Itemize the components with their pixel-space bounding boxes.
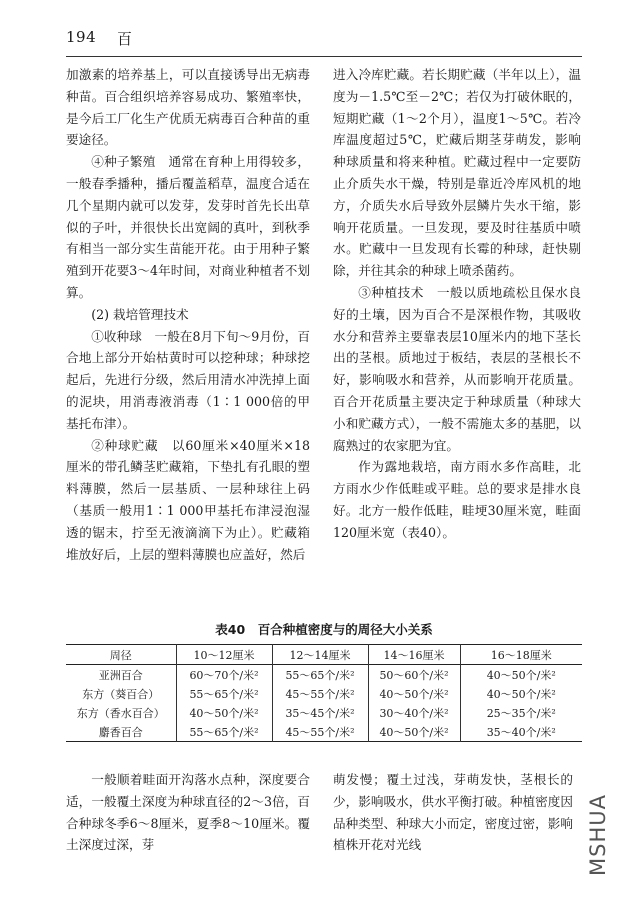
table-cell: 40～50个/米² [368,722,460,742]
table-cell: 55～65个/米² [176,722,272,742]
header-rule [66,56,582,57]
paragraph: 进入冷库贮藏。若长期贮藏（半年以上），温度为－1.5℃至－2℃；若仅为打破休眠的，短期贮藏（1～2个月），温度1～5℃。若冷库温度超过5℃，贮藏后期茎芽萌发，影响种球质量和将来种植。贮藏过程中一定要防止介质失水干燥，特别是靠近冷库风机的地方，介质失水后导致外层鳞片失水干缩，影响开花质量。一旦发现，要及时往基质中喷水。贮藏中一旦发现有长霉的种球，赶快剔除，并往其余的种球上喷杀菌药。 [333,67,581,279]
paragraph: ②种球贮藏 以60厘米×40厘米×18厘米的带孔鳞茎贮藏箱，下垫扎有孔眼的塑料薄膜，然后一层基质、一层种球往上码（基质一般用1∶1 000甲基托布津浸泡湿透的锯末，拧至无液滴滴下为止）。贮藏箱堆放好后，上层的塑料薄膜也应盖好，然后 [66,437,310,562]
table-cell: 东方（香水百合） [76,706,165,720]
paragraph: 作为露地栽培，南方雨水多作高畦，北方雨水少作低畦或平畦。总的要求是排水良好。北方一般作低畦，畦埂30厘米宽，畦面120厘米宽（表40）。 [333,459,581,540]
table-cell: 35～45个/米² [272,703,368,722]
paragraph: ③种植技术 一般以质地疏松且保水良好的土壤，因为百合不是深根作物，其吸收水分和营养主要靠表层10厘米内的地下茎长出的茎根。质地过于板结，表层的茎根长不好，影响吸水和营养，从而影响开花质量。百合开花质量主要决定于种球质量（种球大小和贮藏方式），一般不需施太多的基肥，以腐熟过的农家肥为宜。 [333,284,581,453]
table-cell: 25～35个/米² [460,703,582,722]
planting-density-table [66,644,582,742]
table-cell: 东方（葵百合） [82,687,160,701]
table-row [66,684,582,703]
table-cell: 45～55个/米² [272,722,368,742]
watermark [586,780,610,890]
running-title: 百 [117,30,133,48]
section-heading: (2) 栽培管理技术 [91,306,189,322]
paragraph: 加激素的培养基上，可以直接诱导出无病毒种苗。百合组织培养容易成功、繁殖率快，是今后工厂化生产优质无病毒百合种苗的重要途径。 [66,67,310,148]
paragraph: 萌发慢；覆土过浅，芽萌发快，茎根长的少，影响吸水，供水平衡打破。种植密度因品种类型、种球大小而定，密度过密，影响植株开花对光线 [333,772,573,853]
bottom-left-column [66,769,310,856]
table-header-cell: 16～18厘米 [460,645,582,665]
table-header-row [66,645,582,665]
paragraph: 一般顺着畦面开沟落水点种，深度要合适，一般覆土深度为种球直径的2～3倍，百合种球冬季6～8厘米，夏季8～10厘米。覆土深度过深，芽 [66,772,310,853]
table-cell: 35～40个/米² [460,722,582,742]
paragraph: ①收种球 一般在8月下旬～9月份，百合地上部分开始枯黄时可以挖种球；种球挖起后，先进行分级，然后用清水冲洗掉上面的泥块，用消毒液消毒（1∶1 000倍的甲基托布津）。 [66,328,310,431]
table-cell: 45～55个/米² [272,684,368,703]
table-cell: 麝香百合 [98,725,143,739]
table-row [66,722,582,742]
table-header-cell: 10～12厘米 [176,645,272,665]
table-header-cell: 周径 [109,648,132,662]
left-column [66,64,310,565]
right-column [333,64,581,544]
table-row [66,703,582,722]
page-header [66,28,566,52]
page-number: 194 [66,28,97,46]
table-cell: 亚洲百合 [98,668,143,682]
table-cell: 55～65个/米² [176,684,272,703]
bottom-right-column [333,769,573,856]
table-cell: 50～60个/米² [368,665,460,685]
table-caption: 表40 百合种植密度与的周径大小关系 [215,622,433,637]
table-cell: 60～70个/米² [176,665,272,685]
table-cell: 40～50个/米² [368,684,460,703]
watermark-text: MSHUA [586,794,610,876]
table-cell: 40～50个/米² [460,665,582,685]
table-header-cell: 12～14厘米 [272,645,368,665]
table-header-cell: 14～16厘米 [368,645,460,665]
paragraph: ④种子繁殖 通常在育种上用得较多，一般春季播种，播后覆盖稻草，温度合适在几个星期内就可以发芽，发芽时首先长出草似的子叶，并很快长出宽阔的真叶，到秋季有相当一部分实生苗能开花。由于用种子繁殖到开花要3～4年时间，对商业种植者不划算。 [66,154,310,300]
table-cell: 40～50个/米² [176,703,272,722]
table-cell: 40～50个/米² [460,684,582,703]
table-cell: 55～65个/米² [272,665,368,685]
table-cell: 30～40个/米² [368,703,460,722]
table-row [66,665,582,685]
